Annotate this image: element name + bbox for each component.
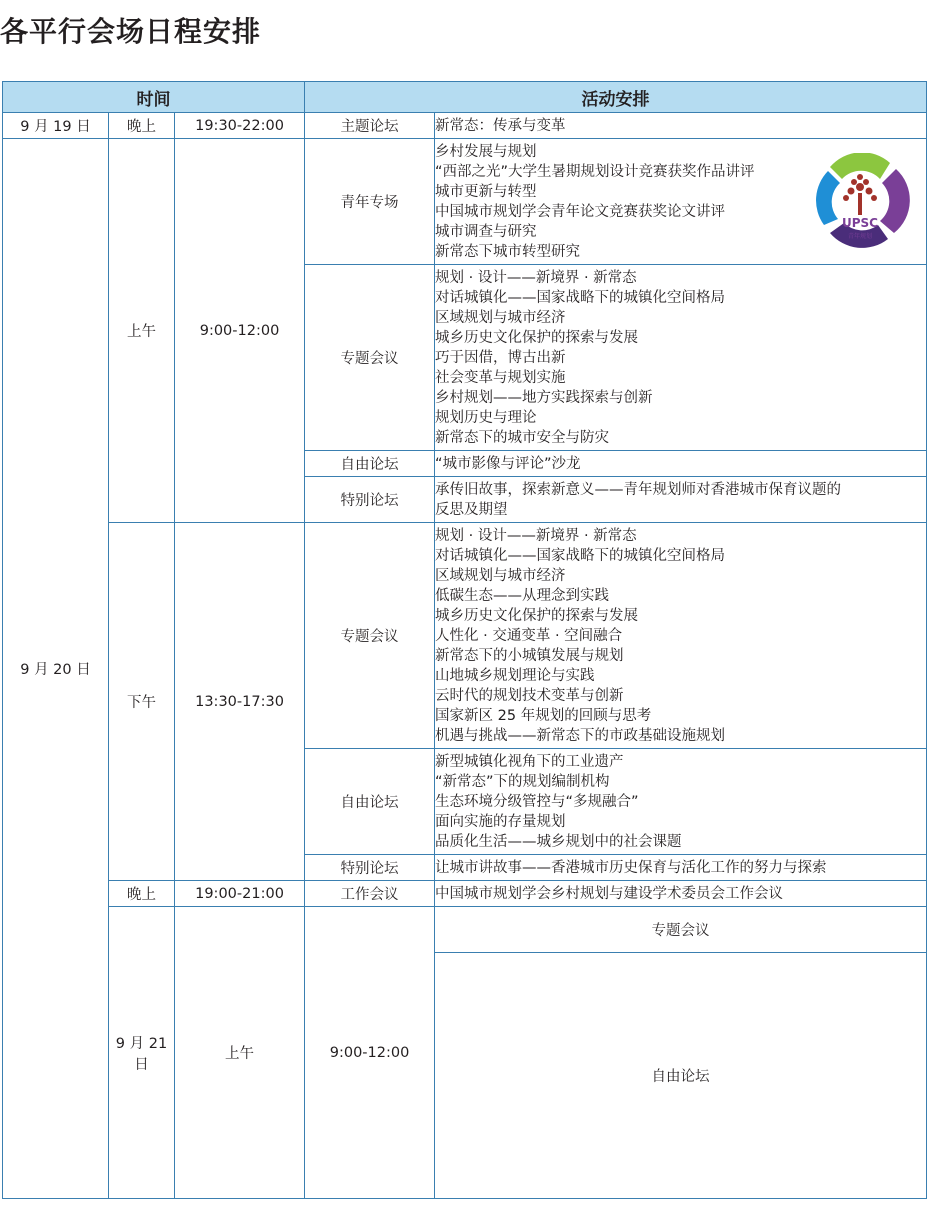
date-cell: 9 月 20 日 [3,139,109,1199]
logo-text: UPSC [842,216,879,230]
category-cell: 特别论坛 [305,477,435,523]
category-cell: 自由论坛 [435,953,927,1199]
date-cell: 9 月 19 日 [3,113,109,139]
schedule-table [2,81,927,1199]
topic-item: 国家新区 25 年规划的回顾与思考 [435,707,652,724]
category-cell: 青年专场 [305,139,435,265]
category-cell: 特别论坛 [305,855,435,881]
topic-item: 对话城镇化——国家战略下的城镇化空间格局 [435,547,726,564]
upsc-logo [810,153,910,249]
time-cell: 13:30-17:30 [175,523,305,881]
topic-item: 城乡历史文化保护的探索与发展 [435,329,639,346]
column-header-activity: 活动安排 [305,82,927,113]
topic-item: 城乡历史文化保护的探索与发展 [435,607,639,624]
column-header-time: 时间 [3,82,305,113]
category-cell: 专题会议 [305,265,435,451]
topic-item: 城市更新与转型 [435,183,537,200]
topic-item: 中国城市规划学会乡村规划与建设学术委员会工作会议 [435,885,784,902]
topic-item: 人性化 · 交通变革 · 空间融合 [435,627,623,644]
period-cell: 晚上 [109,113,175,139]
category-cell: 专题会议 [305,523,435,749]
topics-cell [435,265,927,451]
topics-cell [435,749,927,855]
topic-item: 低碳生态——从理念到实践 [435,587,610,604]
category-cell: 主题论坛 [305,113,435,139]
topics-cell [435,881,927,907]
topic-item: 巧于因借，博古出新 [435,349,566,366]
topic-item: 反思及期望 [435,501,508,518]
topic-item: 对话城镇化——国家战略下的城镇化空间格局 [435,289,726,306]
time-cell: 19:30-22:00 [175,113,305,139]
time-cell: 19:00-21:00 [175,881,305,907]
topic-item: 生态环境分级管控与“多规融合” [435,793,639,810]
category-cell: 工作会议 [305,881,435,907]
table-row [3,881,927,907]
topic-item: 新常态：传承与变革 [435,117,566,134]
period-cell: 下午 [109,523,175,881]
topic-item: 中国城市规划学会青年论文竞赛获奖论文讲评 [435,203,726,220]
period-cell: 晚上 [109,881,175,907]
table-row [3,113,927,139]
topic-item: 规划 · 设计——新境界 · 新常态 [435,269,637,286]
table-header-row [3,82,927,113]
category-cell: 自由论坛 [305,749,435,855]
time-cell: 9:00-12:00 [175,139,305,523]
time-cell: 9:00-12:00 [305,907,435,1199]
topic-item: 城市调查与研究 [435,223,537,240]
topic-item: 新常态下城市转型研究 [435,243,581,260]
topic-item: 新型城镇化视角下的工业遗产 [435,753,624,770]
topic-item: 面向实施的存量规划 [435,813,566,830]
page-title: 各平行会场日程安排 [0,15,262,48]
topics-cell [435,139,927,265]
topics-cell [435,523,927,749]
date-cell: 9 月 21 日 [109,907,175,1199]
topic-item: “西部之光”大学生暑期规划设计竞赛获奖作品讲评 [435,163,755,180]
topic-item: 规划 · 设计——新境界 · 新常态 [435,527,637,544]
category-cell: 自由论坛 [305,451,435,477]
table-row [3,523,927,749]
table-row [3,139,927,265]
topic-item: “城市影像与评论”沙龙 [435,455,581,472]
topic-item: 承传旧故事，探索新意义——青年规划师对香港城市保育议题的 [435,481,842,498]
topic-item: 让城市讲故事——香港城市历史保育与活化工作的努力与探索 [435,859,827,876]
topic-item: 规划历史与理论 [435,409,537,426]
period-cell: 上午 [175,907,305,1199]
topics-cell [435,855,927,881]
topic-item: 乡村发展与规划 [435,143,537,160]
topic-item: 新常态下的城市安全与防灾 [435,429,610,446]
topics-cell [435,477,927,523]
topic-item: 区域规划与城市经济 [435,309,566,326]
topic-item: 云时代的规划技术变革与创新 [435,687,624,704]
period-cell: 上午 [109,139,175,523]
topics-cell [435,113,927,139]
topics-cell [435,451,927,477]
topic-item: 乡村规划——地方实践探索与创新 [435,389,653,406]
table-row [3,907,927,953]
category-cell: 专题会议 [435,907,927,953]
topic-item: 新常态下的小城镇发展与规划 [435,647,624,664]
topic-item: 机遇与挑战——新常态下的市政基础设施规划 [435,727,726,744]
topic-item: “新常态”下的规划编制机构 [435,773,610,790]
topic-item: 山地城乡规划理论与实践 [435,667,595,684]
topic-item: 区域规划与城市经济 [435,567,566,584]
topic-item: 社会变革与规划实施 [435,369,566,386]
topic-item: 品质化生活——城乡规划中的社会课题 [435,833,682,850]
logo-subtext: 青年规划 [848,233,873,240]
